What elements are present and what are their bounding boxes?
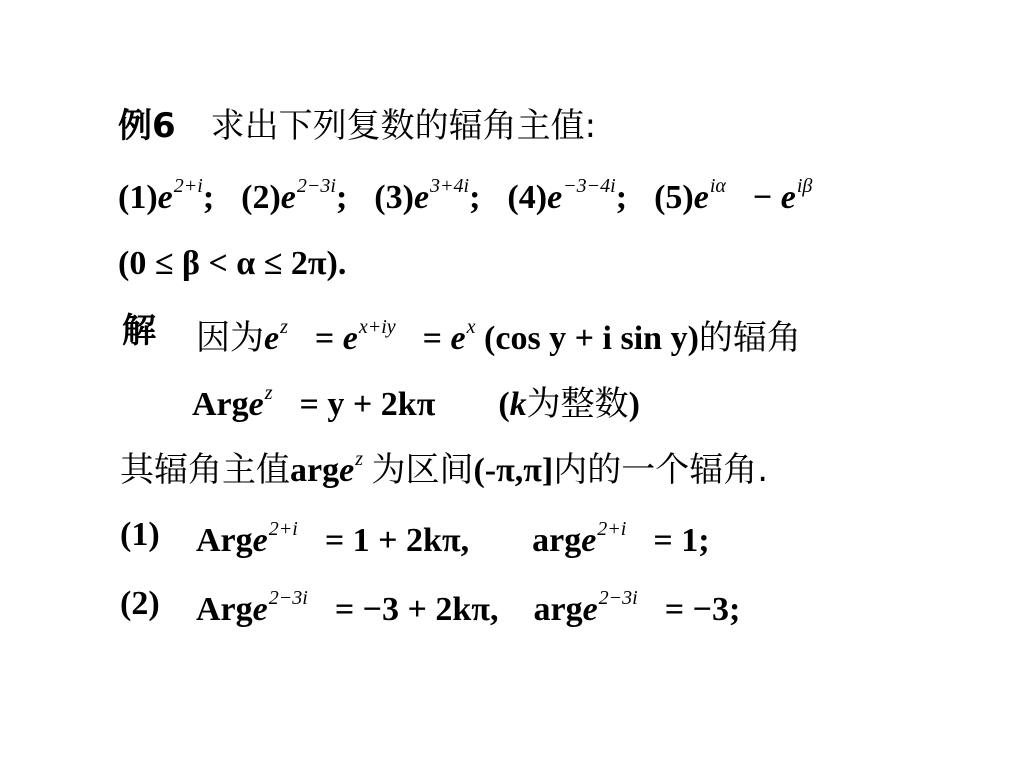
item-4-base: e [547,179,563,216]
answer-2-num-line [120,584,160,624]
formula-e1-exp: z [280,316,288,338]
item-1-exp: 2+i [173,175,203,197]
solution-formula-line [196,318,801,363]
principal-interval: (-π,π] [473,452,554,489]
answer-1-arg: arg [532,522,582,559]
answer-1-exp: 2+i [268,518,298,540]
item-2-exp: 2−3i [296,175,336,197]
answer-1-general: = 1 + 2kπ, [324,522,470,559]
item-4-exp: −3−4i [563,175,616,197]
item-3-num: (3) [374,179,414,216]
arg-e-exp: z [264,382,273,404]
answer-2-line [196,587,741,634]
answer-2-exp: 2−3i [268,587,308,609]
solution-label: 解 [122,311,156,351]
formula-e2: e [342,320,358,357]
principal-e-exp: z [355,448,363,470]
item-6-exp: iβ [796,175,813,197]
answer-1-num: (1) [120,516,160,553]
answer-2-arg: arg [533,591,583,628]
answer-2-e2: e [582,591,598,628]
item-5-num: (5) [654,179,694,216]
example-label: 例6 [118,106,176,146]
arg-label: Arg [192,386,249,423]
item-5-base: e [693,179,709,216]
item-1-sep: ; [202,179,215,216]
principal-suffix1: 为区间 [371,450,474,490]
arg-line [192,384,640,429]
answer-1-e: e [252,522,268,559]
arg-note-k: k [509,386,527,423]
item-3-sep: ; [469,179,481,216]
principal-line [120,450,768,495]
answer-1-exp2: 2+i [597,518,627,540]
principal-suffix2: 内的一个辐角. [553,450,769,490]
item-3-base: e [413,179,430,216]
formula-suffix: 的辐角 [698,318,801,358]
item-1-base: e [157,179,173,216]
answer-1-principal: = 1; [653,522,710,559]
answer-2-Arg: Arg [196,591,253,628]
item-2-base: e [280,179,296,216]
arg-rhs: = y + 2kπ [299,386,436,423]
answer-1-num-line [120,515,160,555]
formula-e2-exp: x+iy [358,316,396,338]
formula-eq2: = [422,320,443,357]
item-2-sep: ; [335,179,348,216]
formula-eq1: = [314,320,335,357]
answer-1-e2: e [581,522,597,559]
example-condition-line [118,244,346,284]
item-3-exp: 3+4i [430,175,470,197]
solution-label-line [122,311,156,352]
item-4-num: (4) [507,179,548,216]
answer-2-exp2: 2−3i [598,587,638,609]
arg-note-close: ) [628,386,640,423]
item-2-num: (2) [241,179,281,216]
answer-1-line [196,518,710,565]
example-title-line [118,106,596,147]
formula-e1: e [264,320,280,357]
answer-2-principal: = −3; [664,591,741,628]
principal-e: e [339,452,355,489]
item-6-base: e [780,179,796,216]
item-5-exp: iα [709,175,726,197]
arg-note-text: 为整数 [526,384,629,424]
item-4-sep: ; [615,179,628,216]
solution-because: 因为 [196,318,264,358]
arg-note-open: ( [498,386,510,423]
principal-prefix: 其辐角主值 [120,450,290,490]
answer-2-e: e [252,591,268,628]
formula-rest: (cos y + i sin y) [484,320,699,357]
answer-2-general: = −3 + 2kπ, [334,591,499,628]
answer-2-num: (2) [120,585,160,622]
answer-1-Arg: Arg [196,522,253,559]
example-items-line [118,175,813,222]
example-title: 求出下列复数的辐角主值: [210,106,597,146]
item-1-num: (1) [118,179,158,216]
formula-e3: e [450,320,466,357]
principal-arg: arg [290,452,340,489]
example-condition: (0 ≤ β < α ≤ 2π). [118,245,347,282]
item-6-op: − [752,179,773,216]
formula-e3-exp: x [466,316,476,338]
arg-e: e [248,386,264,423]
